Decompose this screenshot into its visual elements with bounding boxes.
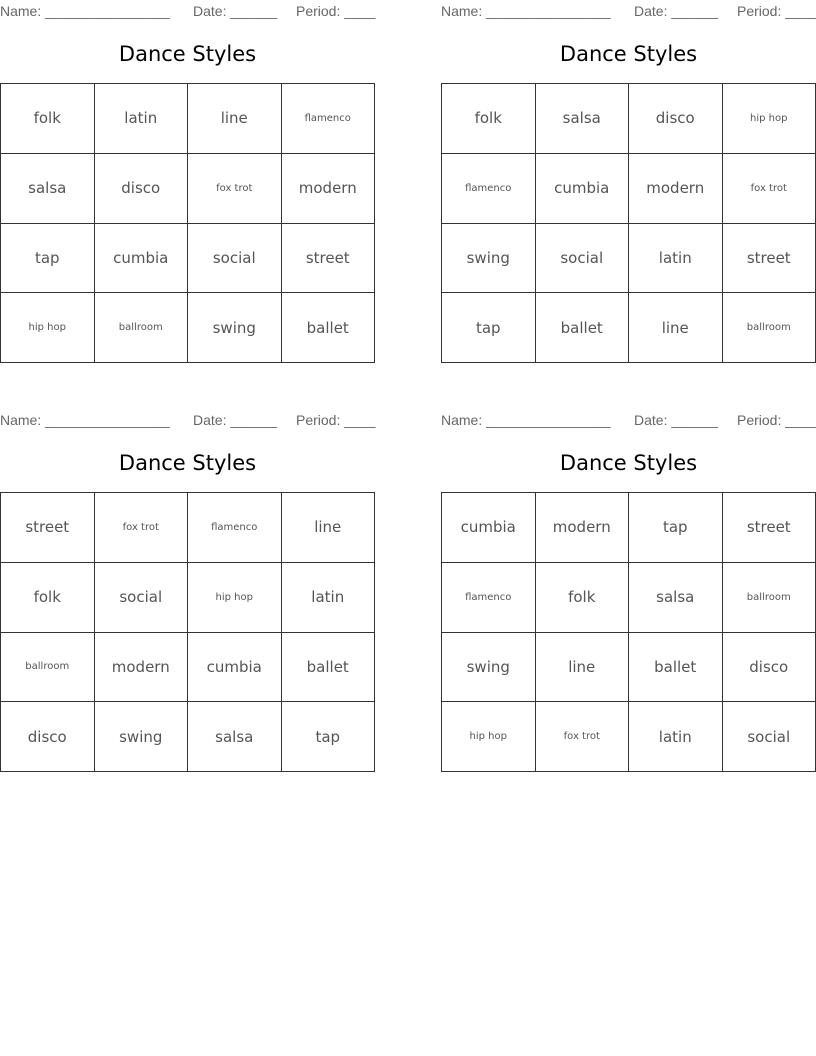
grid-cell: line <box>188 84 282 154</box>
student-info-header <box>0 412 375 428</box>
card-title: Dance Styles <box>559 451 698 475</box>
grid-cell: folk <box>442 84 536 154</box>
grid-cell: folk <box>536 563 630 633</box>
grid-cell: fox trot <box>188 154 282 224</box>
grid-cell: social <box>188 224 282 294</box>
grid-cell: disco <box>1 702 95 772</box>
grid-cell: hip hop <box>1 293 95 363</box>
grid-cell: street <box>723 224 816 294</box>
bingo-grid <box>0 492 375 772</box>
grid-cell: latin <box>629 702 723 772</box>
grid-cell: street <box>282 224 376 294</box>
name-field-label: Name: ________________ <box>441 3 611 19</box>
grid-cell: social <box>723 702 816 772</box>
grid-cell: ballet <box>282 293 376 363</box>
grid-cell: line <box>536 633 630 703</box>
grid-cell: hip hop <box>723 84 816 154</box>
grid-cell: latin <box>282 563 376 633</box>
period-field-label: Period: ____ <box>737 412 816 428</box>
grid-cell: street <box>723 493 816 563</box>
grid-cell: ballet <box>629 633 723 703</box>
grid-cell: disco <box>629 84 723 154</box>
name-field-label: Name: ________________ <box>0 412 170 428</box>
grid-cell: swing <box>442 633 536 703</box>
grid-cell: tap <box>629 493 723 563</box>
grid-cell: ballet <box>282 633 376 703</box>
grid-cell: social <box>95 563 189 633</box>
grid-cell: flamenco <box>442 563 536 633</box>
grid-cell: salsa <box>629 563 723 633</box>
grid-cell: folk <box>1 84 95 154</box>
bingo-grid <box>441 83 816 363</box>
bingo-grid <box>0 83 375 363</box>
grid-cell: hip hop <box>188 563 282 633</box>
grid-cell: modern <box>629 154 723 224</box>
grid-cell: tap <box>442 293 536 363</box>
grid-cell: hip hop <box>442 702 536 772</box>
date-field-label: Date: ______ <box>634 412 719 428</box>
grid-cell: fox trot <box>723 154 816 224</box>
grid-cell: latin <box>95 84 189 154</box>
grid-cell: flamenco <box>442 154 536 224</box>
student-info-header <box>441 3 816 19</box>
student-info-header <box>0 3 375 19</box>
date-field-label: Date: ______ <box>193 412 278 428</box>
grid-cell: tap <box>1 224 95 294</box>
grid-cell: street <box>1 493 95 563</box>
grid-cell: latin <box>629 224 723 294</box>
grid-cell: disco <box>95 154 189 224</box>
grid-cell: modern <box>95 633 189 703</box>
grid-cell: modern <box>536 493 630 563</box>
grid-cell: flamenco <box>188 493 282 563</box>
date-field-label: Date: ______ <box>193 3 278 19</box>
grid-cell: cumbia <box>188 633 282 703</box>
grid-cell: modern <box>282 154 376 224</box>
grid-cell: ballet <box>536 293 630 363</box>
card-title: Dance Styles <box>559 42 698 66</box>
grid-cell: tap <box>282 702 376 772</box>
grid-cell: fox trot <box>536 702 630 772</box>
grid-cell: cumbia <box>95 224 189 294</box>
grid-cell: fox trot <box>95 493 189 563</box>
grid-cell: salsa <box>188 702 282 772</box>
card-title: Dance Styles <box>118 42 257 66</box>
grid-cell: salsa <box>536 84 630 154</box>
grid-cell: ballroom <box>723 563 816 633</box>
grid-cell: folk <box>1 563 95 633</box>
card-title: Dance Styles <box>118 451 257 475</box>
grid-cell: swing <box>442 224 536 294</box>
grid-cell: ballroom <box>95 293 189 363</box>
period-field-label: Period: ____ <box>737 3 816 19</box>
grid-cell: salsa <box>1 154 95 224</box>
period-field-label: Period: ____ <box>296 412 376 428</box>
grid-cell: flamenco <box>282 84 376 154</box>
student-info-header <box>441 412 816 428</box>
grid-cell: line <box>629 293 723 363</box>
grid-cell: disco <box>723 633 816 703</box>
date-field-label: Date: ______ <box>634 3 719 19</box>
grid-cell: swing <box>188 293 282 363</box>
grid-cell: ballroom <box>723 293 816 363</box>
grid-cell: social <box>536 224 630 294</box>
name-field-label: Name: ________________ <box>0 3 170 19</box>
grid-cell: line <box>282 493 376 563</box>
grid-cell: swing <box>95 702 189 772</box>
grid-cell: cumbia <box>536 154 630 224</box>
bingo-grid <box>441 492 816 772</box>
period-field-label: Period: ____ <box>296 3 376 19</box>
grid-cell: cumbia <box>442 493 536 563</box>
name-field-label: Name: ________________ <box>441 412 611 428</box>
grid-cell: ballroom <box>1 633 95 703</box>
